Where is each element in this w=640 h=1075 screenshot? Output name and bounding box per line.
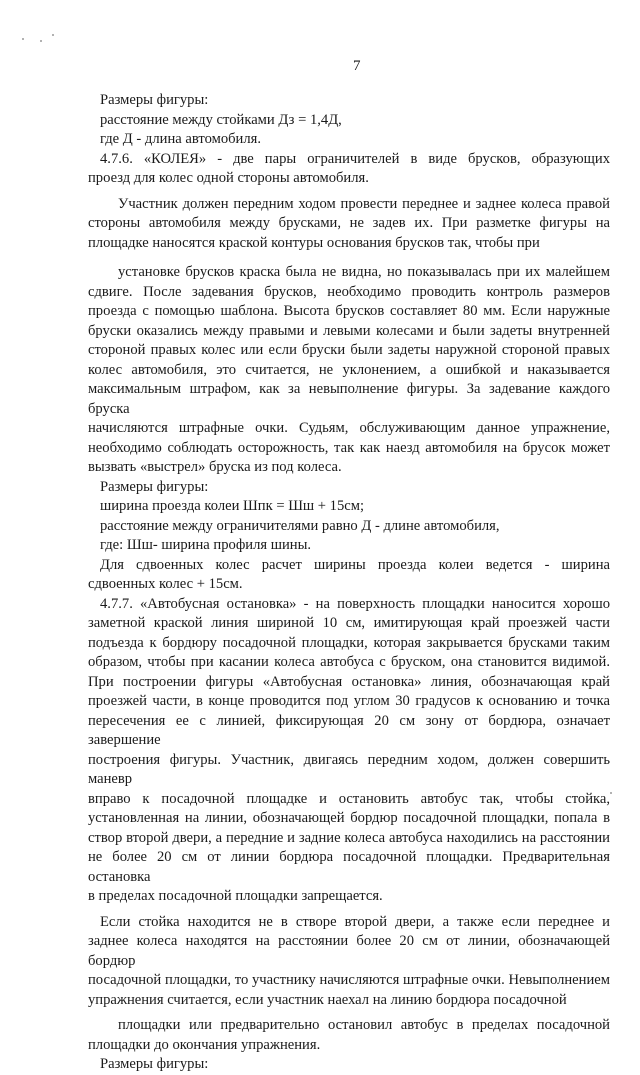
text-line: стороны автомобиля между брусками, не задев их. При разметке фигуры на bbox=[88, 215, 610, 231]
text-line: Для сдвоенных колес расчет ширины проезда колеи ведется - ширина bbox=[100, 556, 610, 573]
scan-speck bbox=[52, 34, 54, 36]
text-line: площадки до окончания упражнения. bbox=[88, 1036, 321, 1053]
text-line: расстояние между ограничителями равно Д - длине автомобиля, bbox=[100, 517, 500, 534]
text-line: где Д - длина автомобиля. bbox=[100, 131, 261, 147]
page-number: 7 bbox=[353, 58, 361, 74]
text-line: подъезда к бордюру посадочной площадки, которая закрывается брусками таким bbox=[88, 634, 610, 651]
text-line: Если стойка находится не в створе второй двери, а также если переднее и bbox=[100, 913, 610, 930]
text-line: сдвоенных колес + 15см. bbox=[88, 576, 243, 592]
text-line: начисляются штрафные очки. Судьям, обслуживающим данное упражнение, bbox=[88, 420, 610, 436]
text-line: 4.7.7. «Автобусная остановка» - на поверхность площадки наносится хорошо bbox=[100, 595, 610, 612]
scan-speck bbox=[22, 38, 24, 40]
text-line: максимальным штрафом, как за невыполнение фигуры. За задевание каждого бруска bbox=[88, 381, 610, 417]
text-line: проезд для колес одной стороны автомобиля. bbox=[88, 170, 369, 186]
text-line: построения фигуры. Участник, двигаясь передним ходом, должен совершить маневр bbox=[88, 751, 610, 787]
text-line: створ второй двери, а передние и задние колеса автобуса находились на расстоянии bbox=[88, 829, 610, 846]
text-line: необходимо соблюдать осторожность, так как наезд автомобиля на брусок может bbox=[88, 439, 610, 456]
text-line: посадочной площадки, то участнику начисляются штрафные очки. Невыполнением bbox=[88, 972, 610, 988]
text-line: пересечения ее с линией, фиксирующая 20 см зону от бордюра, означает завершение bbox=[88, 712, 610, 748]
scan-speck bbox=[40, 40, 42, 42]
text-line: При построении фигуры «Автобусная остановка» линия, обозначающая край bbox=[88, 673, 610, 690]
text-line: установленная на линии, обозначающей бордюр посадочной площадки, попала в bbox=[88, 810, 610, 826]
text-line: в пределах посадочной площадки запрещается. bbox=[88, 888, 383, 904]
text-line: стороной правых колес или если бруски были задеты наружной стороной правых bbox=[88, 342, 610, 358]
text-line: упражнения считается, если участник наехал на линию бордюра посадочной bbox=[88, 991, 567, 1008]
text-line: не более 20 см от линии бордюра посадочной площадки. Предварительная остановка bbox=[88, 849, 610, 885]
text-line: бруски оказались между правыми и левыми колесами и были задеты внутренней bbox=[88, 322, 610, 339]
text-line: образом, чтобы при касании колеса автобуса с бруском, она становится видимой. bbox=[88, 654, 610, 670]
text-line: площадки или предварительно остановил автобус в пределах посадочной bbox=[118, 1017, 610, 1033]
text-line: расстояние между стойками Дз = 1,4Д, bbox=[100, 111, 342, 128]
text-line: заднее колеса находятся на расстоянии более 20 см от линии, обозначающей бордюр bbox=[88, 933, 610, 969]
text-line: ширина проезда колеи Шпк = Шш + 15см; bbox=[100, 498, 365, 514]
text-line: Участник должен передним ходом провести переднее и заднее колеса правой bbox=[118, 195, 610, 212]
text-line: установке брусков краска была не видна, но показывалась при их малейшем bbox=[118, 264, 610, 280]
text-line: заметной краской линия шириной 10 см, имитирующая край проезжей части bbox=[88, 615, 610, 631]
text-line: площадке наносятся краской контуры основания брусков так, чтобы при bbox=[88, 234, 540, 251]
text-line: вправо к посадочной площадке и остановить автобус так, чтобы стойка, bbox=[88, 790, 610, 807]
scan-speck bbox=[610, 792, 612, 794]
text-line: проезда с помощью шаблона. Высота брусков составляет 80 мм. Если наружные bbox=[88, 303, 610, 319]
text-line: Размеры фигуры: bbox=[100, 92, 209, 108]
text-line: Размеры фигуры: bbox=[100, 478, 209, 495]
text-line: проезжей части, в конце проводится под углом 30 градусов к основанию и точка bbox=[88, 693, 610, 709]
text-line: Размеры фигуры: bbox=[100, 1056, 209, 1072]
text-line: где: Шш- ширина профиля шины. bbox=[100, 537, 312, 553]
document-body bbox=[88, 91, 610, 1075]
text-line: сдвиге. После задевания брусков, необходимо проводить контроль размеров bbox=[88, 283, 610, 300]
text-line: вызвать «выстрел» бруска из под колеса. bbox=[88, 459, 342, 475]
text-line: колес автомобиля, это считается, не уклонением, а ошибкой и наказывается bbox=[88, 361, 610, 378]
text-line: 4.7.6. «КОЛЕЯ» - две пары ограничителей в виде брусков, образующих bbox=[100, 150, 610, 167]
